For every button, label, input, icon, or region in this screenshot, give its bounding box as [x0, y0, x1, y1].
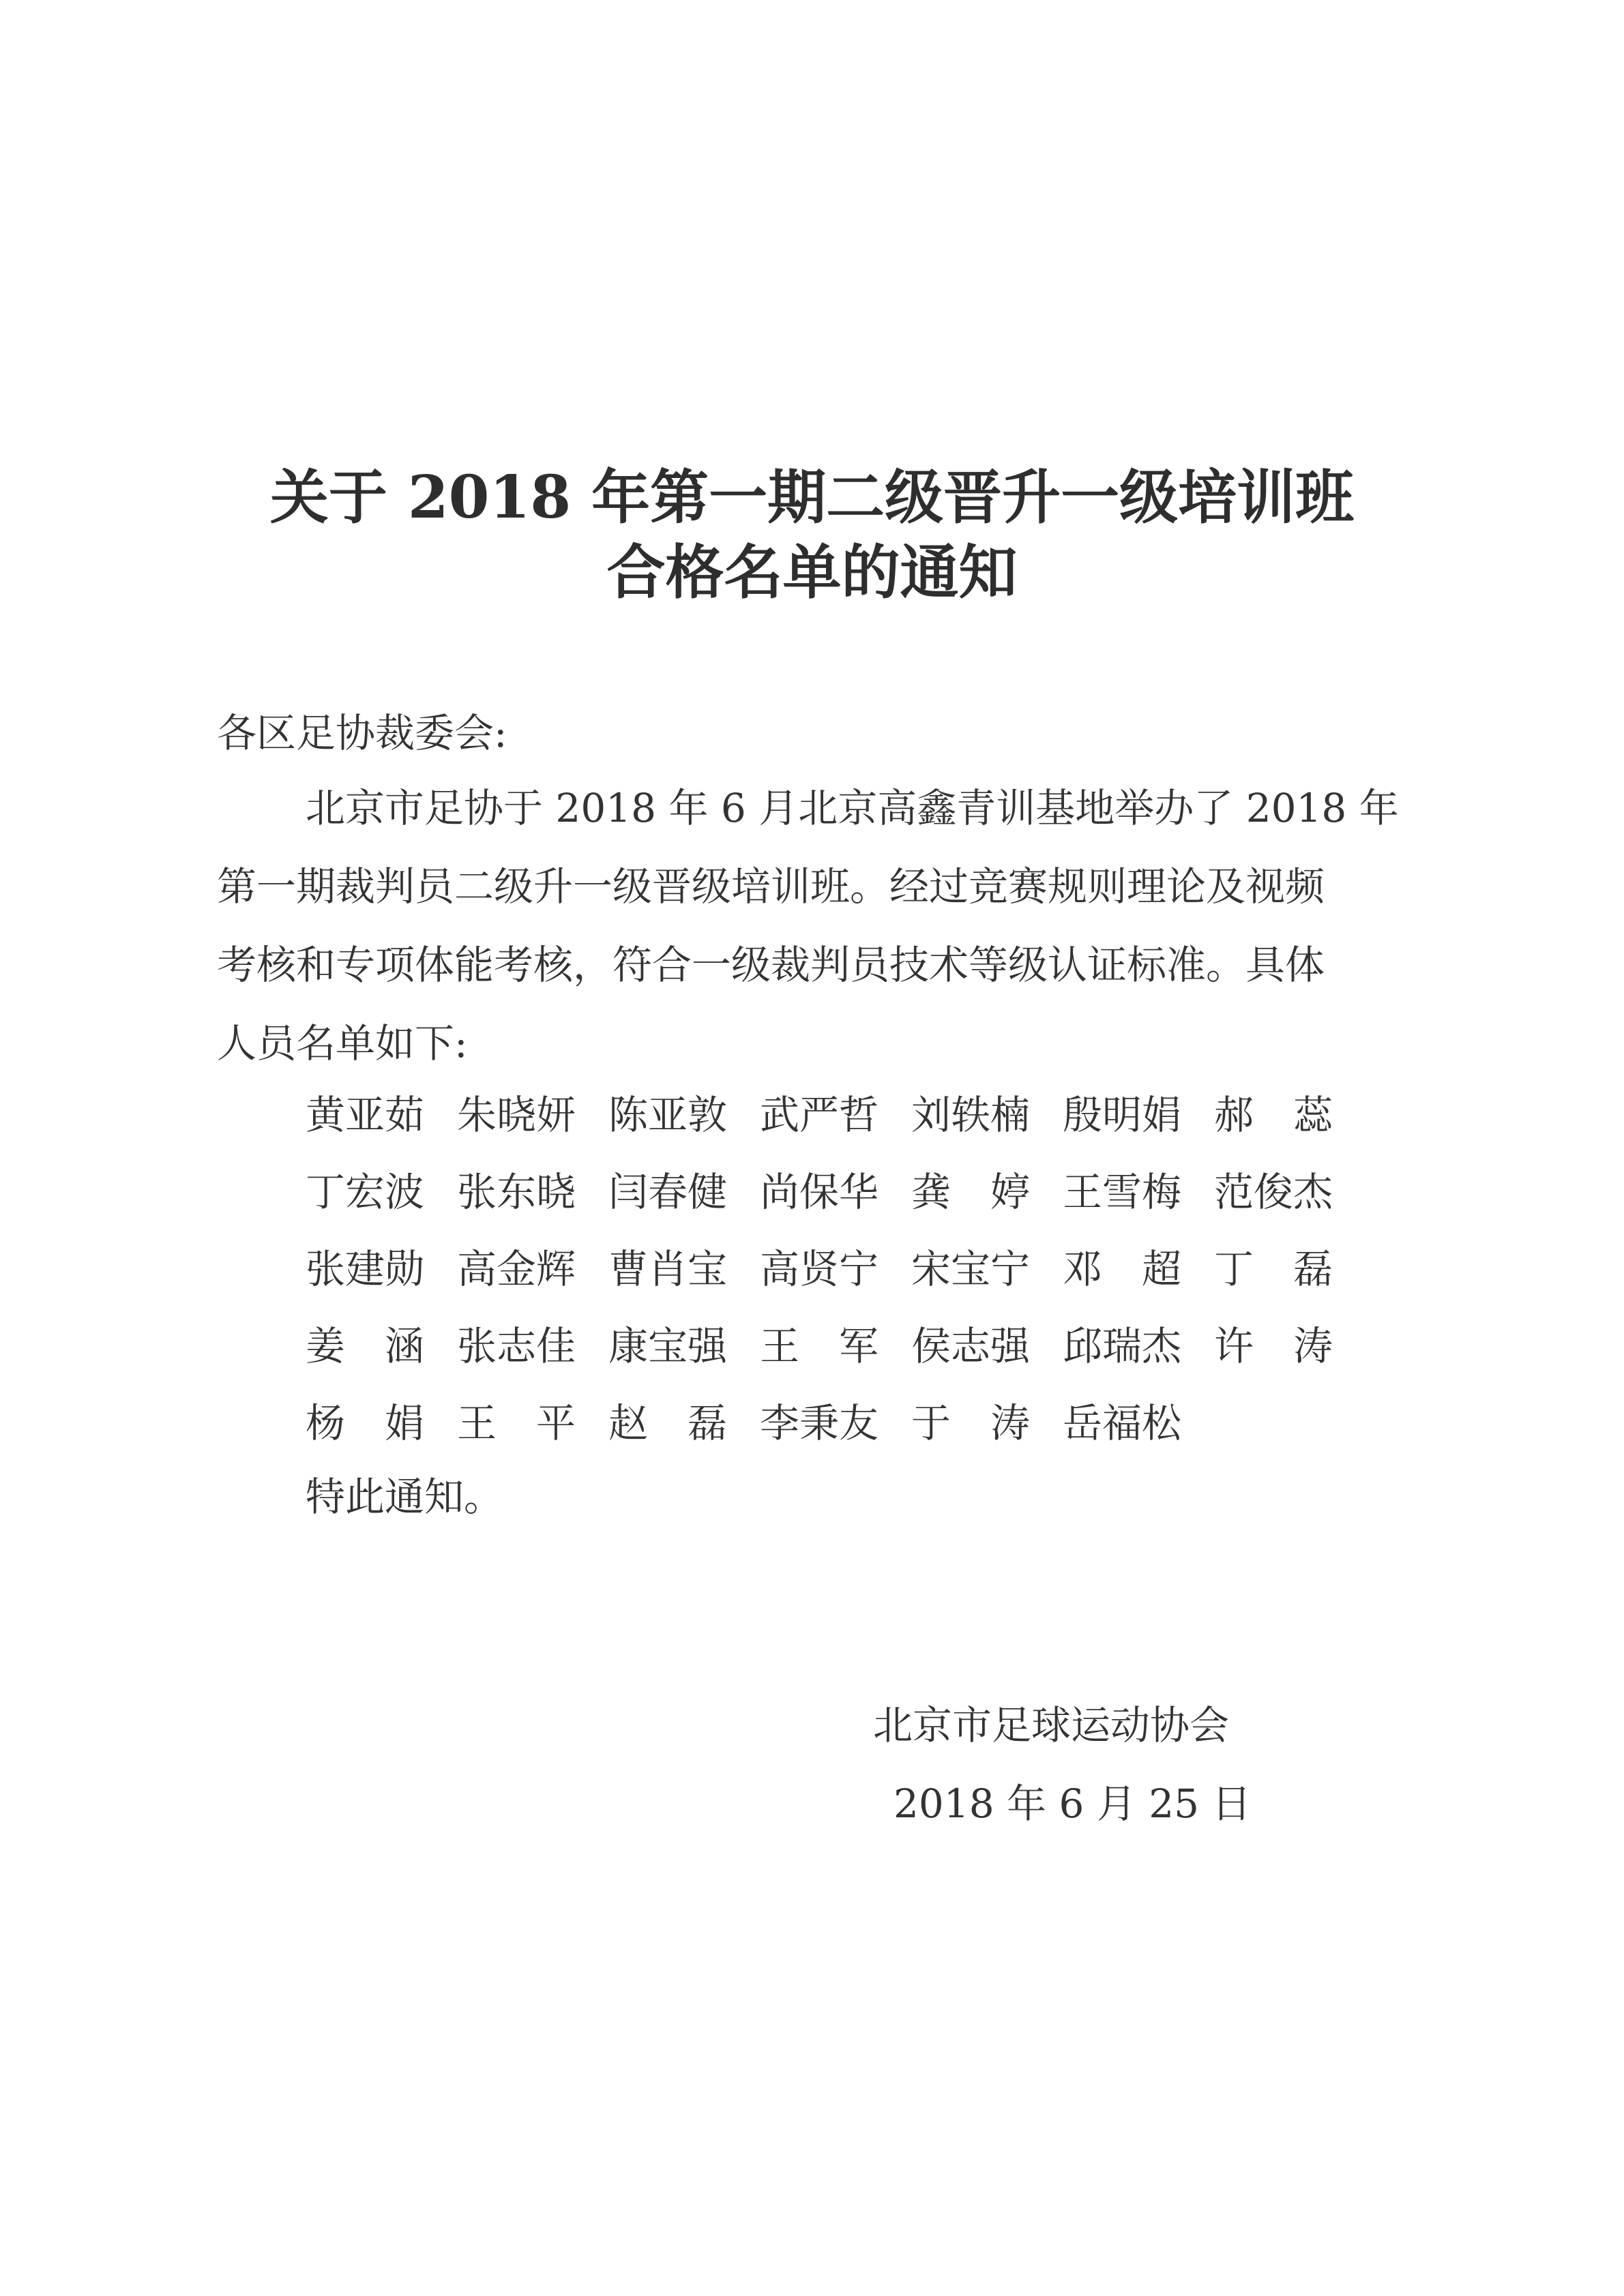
names-row-4 — [306, 1322, 1370, 1370]
signature-date: 2018 年 6 月 25 日 — [894, 1780, 1252, 1827]
document-title-line-2: 合格名单的通知 — [606, 538, 1018, 607]
name-entry: 赵 磊 — [608, 1400, 728, 1446]
name-entry: 邱瑞杰 — [1063, 1323, 1182, 1369]
body-paragraph-line-3: 考核和专项体能考核，符合一级裁判员技术等级认证标准。具体 — [217, 942, 1325, 988]
signature-organization: 北京市足球运动协会 — [873, 1702, 1230, 1748]
name-entry: 高贤宁 — [760, 1246, 879, 1292]
name-entry: 张志佳 — [457, 1323, 576, 1369]
name-entry: 郝 蕊 — [1214, 1092, 1333, 1138]
name-entry: 刘轶楠 — [911, 1092, 1031, 1138]
name-entry: 杨 娟 — [306, 1400, 425, 1446]
name-entry: 于 涛 — [911, 1400, 1031, 1446]
names-row-5 — [306, 1399, 1370, 1447]
name-entry: 许 涛 — [1214, 1323, 1333, 1369]
name-entry: 姜 涵 — [306, 1323, 425, 1369]
name-entry: 尚保华 — [760, 1169, 879, 1215]
name-entry: 丁宏波 — [306, 1169, 425, 1215]
name-entry: 宋宝宁 — [911, 1246, 1031, 1292]
name-entry: 康宝强 — [608, 1323, 728, 1369]
names-row-2 — [306, 1168, 1370, 1216]
body-paragraph-line-2: 第一期裁判员二级升一级晋级培训班。经过竞赛规则理论及视频 — [217, 863, 1325, 910]
name-entry: 高金辉 — [457, 1246, 576, 1292]
name-entry: 王 军 — [760, 1323, 879, 1369]
name-entry: 武严哲 — [760, 1092, 879, 1138]
name-entry: 张建勋 — [306, 1246, 425, 1292]
name-entry: 范俊杰 — [1214, 1169, 1333, 1215]
name-entry: 邓 超 — [1063, 1246, 1182, 1292]
name-entry: 闫春健 — [608, 1169, 728, 1215]
body-paragraph-line-1: 北京市足协于 2018 年 6 月北京高鑫青训基地举办了 2018 年 — [306, 785, 1399, 831]
names-row-3 — [306, 1245, 1370, 1293]
name-entry: 李秉友 — [760, 1400, 879, 1446]
closing-remark: 特此通知。 — [306, 1474, 504, 1520]
name-entry: 王雪梅 — [1063, 1169, 1182, 1215]
body-paragraph-line-4: 人员名单如下: — [217, 1020, 468, 1067]
name-entry: 岳福松 — [1063, 1400, 1182, 1446]
name-entry: 朱晓妍 — [457, 1092, 576, 1138]
name-entry: 龚 婷 — [911, 1169, 1031, 1215]
name-entry: 张东晓 — [457, 1169, 576, 1215]
name-entry: 丁 磊 — [1214, 1246, 1333, 1292]
name-entry: 王 平 — [457, 1400, 576, 1446]
salutation: 各区足协裁委会: — [217, 710, 507, 756]
name-entry: 陈亚敦 — [608, 1092, 728, 1138]
names-row-1 — [306, 1091, 1370, 1139]
name-entry: 侯志强 — [911, 1323, 1031, 1369]
name-entry: 曹肖宝 — [608, 1246, 728, 1292]
name-entry: 殷明娟 — [1063, 1092, 1182, 1138]
document-title-line-1: 关于 2018 年第一期二级晋升一级培训班 — [269, 463, 1355, 532]
name-entry: 黄亚茹 — [306, 1092, 425, 1138]
